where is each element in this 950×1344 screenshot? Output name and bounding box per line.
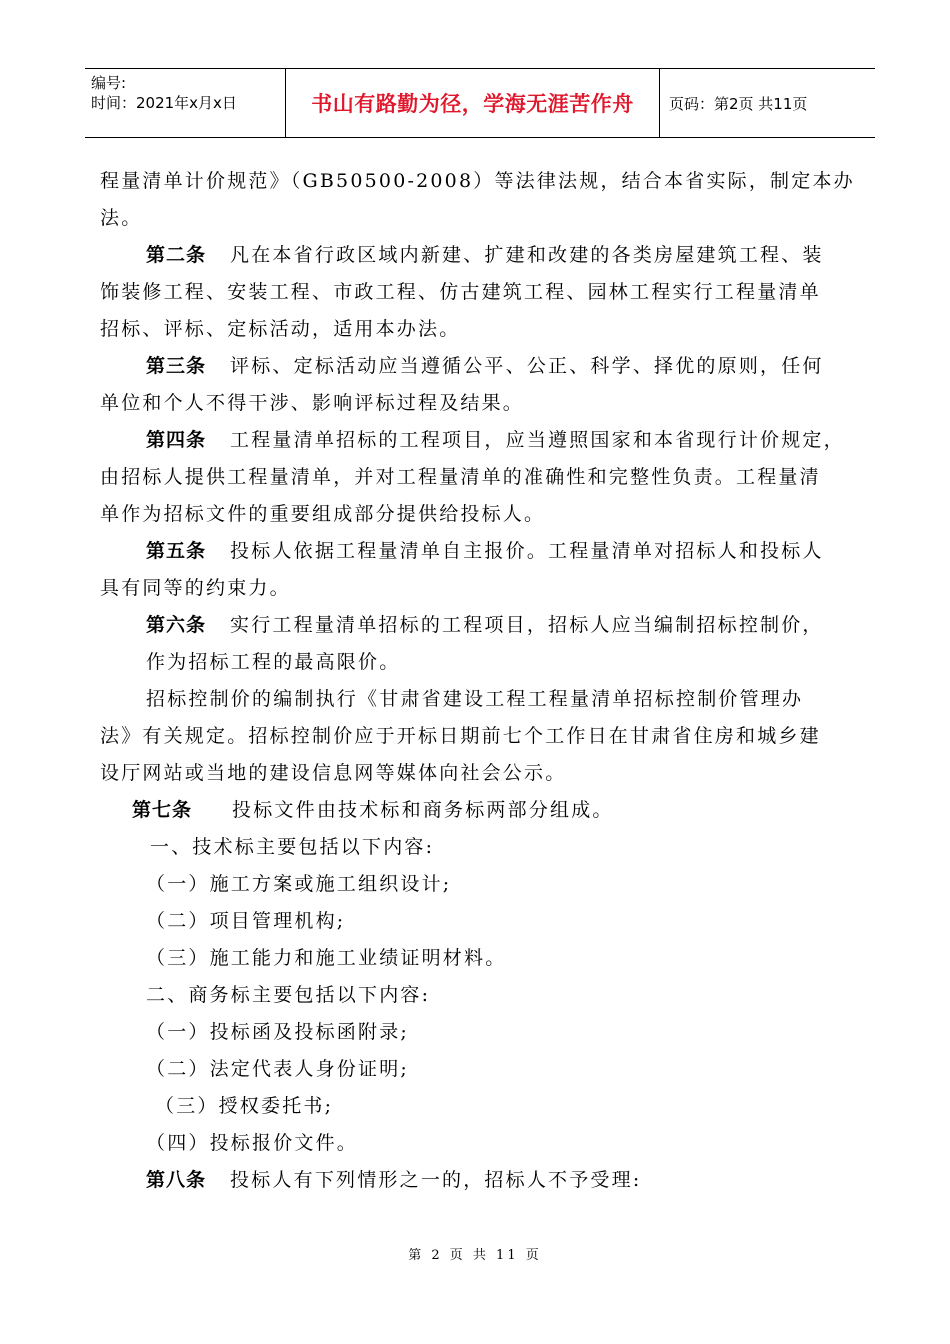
text-line: （四）投标报价文件。 bbox=[146, 1132, 359, 1154]
text-line: 单作为招标文件的重要组成部分提供给投标人。 bbox=[100, 503, 546, 525]
text-line: 工程量清单招标的工程项目，应当遵照国家和本省现行计价规定， bbox=[230, 429, 845, 451]
text-line: 招标控制价的编制执行《甘肃省建设工程工程量清单招标控制价管理办 bbox=[146, 688, 804, 710]
text-line: 由招标人提供工程量清单，并对工程量清单的准确性和完整性负责。工程量清 bbox=[100, 466, 821, 488]
document-body bbox=[100, 163, 865, 1199]
page-footer: 第 2 页 共 11 页 bbox=[408, 1248, 542, 1263]
text-line: 单位和个人不得干涉、影响评标过程及结果。 bbox=[100, 392, 525, 414]
article-5 bbox=[100, 533, 865, 570]
text-line: 设厅网站或当地的建设信息网等媒体向社会公示。 bbox=[100, 762, 567, 784]
header-meta bbox=[91, 73, 237, 113]
text-line: （三）施工能力和施工业绩证明材料。 bbox=[146, 947, 507, 969]
text-line: 投标人有下列情形之一的，招标人不予受理: bbox=[230, 1169, 642, 1191]
article-heading: 第四条 bbox=[146, 429, 207, 451]
article-3 bbox=[100, 348, 865, 385]
text-line: （一）施工方案或施工组织设计; bbox=[146, 873, 452, 895]
text-line: 一、技术标主要包括以下内容: bbox=[150, 836, 435, 858]
text-line: （三）授权委托书; bbox=[155, 1095, 334, 1117]
article-4 bbox=[100, 422, 865, 459]
header-motto: 书山有路勤为径，学海无涯苦作舟 bbox=[285, 69, 660, 137]
text-line: 饰装修工程、安装工程、市政工程、仿古建筑工程、园林工程实行工程量清单 bbox=[100, 281, 821, 303]
text-line: 二、商务标主要包括以下内容: bbox=[146, 984, 431, 1006]
article-heading: 第六条 bbox=[146, 614, 207, 636]
text-line: （一）投标函及投标函附录; bbox=[146, 1021, 410, 1043]
text-line: 法。 bbox=[100, 207, 143, 229]
article-heading: 第八条 bbox=[146, 1169, 207, 1191]
header-page-info: 页码：第2页 共11页 bbox=[669, 95, 808, 113]
article-heading: 第三条 bbox=[146, 355, 207, 377]
text-line: 评标、定标活动应当遵循公平、公正、科学、择优的原则，任何 bbox=[230, 355, 824, 377]
article-7 bbox=[100, 792, 865, 829]
article-6 bbox=[100, 607, 865, 644]
article-heading: 第五条 bbox=[146, 540, 207, 562]
article-8 bbox=[100, 1162, 865, 1199]
article-2 bbox=[100, 237, 865, 274]
article-heading: 第七条 bbox=[132, 799, 193, 821]
text-line: 投标人依据工程量清单自主报价。工程量清单对招标人和投标人 bbox=[230, 540, 824, 562]
text-line: 具有同等的约束力。 bbox=[100, 577, 291, 599]
text-line: 程量清单计价规范》（GB50500-2008）等法律法规，结合本省实际，制定本办 bbox=[100, 170, 855, 192]
page-header bbox=[85, 68, 875, 138]
document-time: 时间：2021年x月x日 bbox=[91, 94, 237, 112]
text-line: 凡在本省行政区域内新建、扩建和改建的各类房屋建筑工程、装 bbox=[230, 244, 824, 266]
text-line: （二）项目管理机构; bbox=[146, 910, 346, 932]
text-line: 作为招标工程的最高限价。 bbox=[146, 651, 401, 673]
document-number-label: 编号: bbox=[91, 74, 127, 92]
text-line: （二）法定代表人身份证明; bbox=[146, 1058, 410, 1080]
text-line: 法》有关规定。招标控制价应于开标日期前七个工作日在甘肃省住房和城乡建 bbox=[100, 725, 821, 747]
text-line: 投标文件由技术标和商务标两部分组成。 bbox=[232, 799, 614, 821]
text-line: 实行工程量清单招标的工程项目，招标人应当编制招标控制价， bbox=[230, 614, 824, 636]
text-line: 招标、评标、定标活动，适用本办法。 bbox=[100, 318, 461, 340]
article-heading: 第二条 bbox=[146, 244, 207, 266]
